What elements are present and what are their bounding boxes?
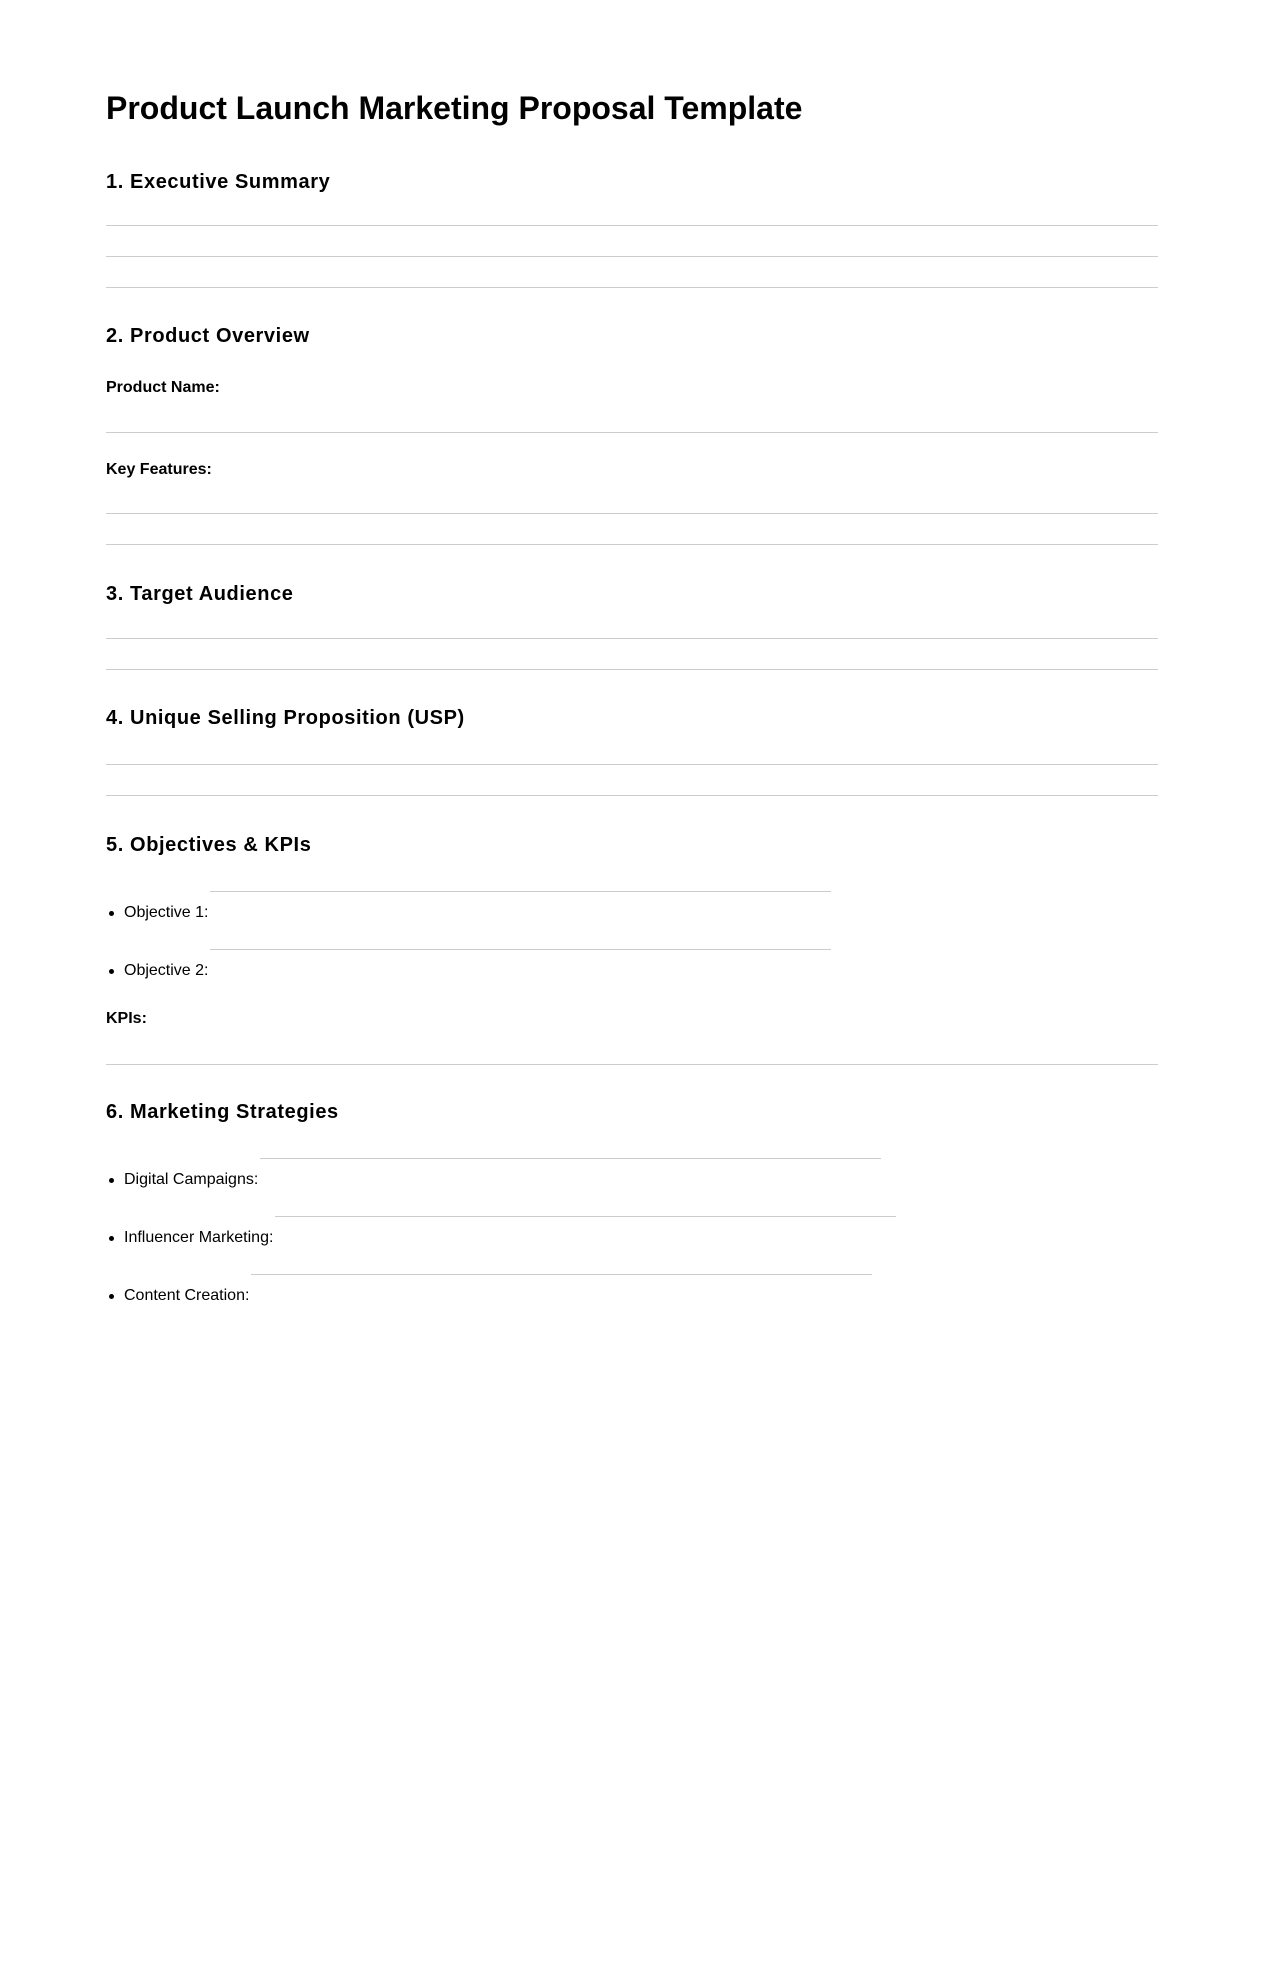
content-creation-label: Content Creation: [124, 1287, 250, 1304]
usp-input-line-1[interactable] [106, 764, 1158, 765]
digital-campaigns-input[interactable] [260, 1158, 881, 1173]
content-creation-input[interactable] [251, 1274, 872, 1289]
kpis-label: KPIs: [106, 1010, 147, 1027]
influencer-marketing-input[interactable] [275, 1216, 896, 1231]
kpis-input-line[interactable] [106, 1064, 1158, 1065]
key-features-label: Key Features: [106, 461, 212, 478]
objective-2-label: Objective 2: [124, 962, 209, 979]
digital-campaigns-label: Digital Campaigns: [124, 1171, 259, 1188]
objective-1-input[interactable] [210, 891, 831, 906]
target-audience-input-line-2[interactable] [106, 669, 1158, 670]
influencer-marketing-label: Influencer Marketing: [124, 1229, 274, 1246]
objective-2-item [106, 961, 831, 981]
key-features-input-line-1[interactable] [106, 513, 1158, 514]
objective-1-item [106, 903, 831, 923]
target-audience-input-line-1[interactable] [106, 638, 1158, 639]
key-features-input-line-2[interactable] [106, 544, 1158, 545]
section-heading-target-audience: 3. Target Audience [106, 583, 294, 605]
usp-input-line-2[interactable] [106, 795, 1158, 796]
digital-campaigns-item [106, 1170, 881, 1190]
executive-summary-input-line-2[interactable] [106, 256, 1158, 257]
executive-summary-input-line-3[interactable] [106, 287, 1158, 288]
product-name-label: Product Name: [106, 379, 220, 396]
content-creation-item [106, 1286, 872, 1306]
executive-summary-input-line-1[interactable] [106, 225, 1158, 226]
section-heading-usp: 4. Unique Selling Proposition (USP) [106, 707, 465, 729]
objective-1-label: Objective 1: [124, 904, 209, 921]
section-heading-objectives-kpis: 5. Objectives & KPIs [106, 834, 312, 856]
page-title: Product Launch Marketing Proposal Template [106, 90, 803, 126]
section-heading-product-overview: 2. Product Overview [106, 325, 310, 347]
influencer-marketing-item [106, 1228, 896, 1248]
product-name-input-line[interactable] [106, 432, 1158, 433]
objective-2-input[interactable] [210, 949, 831, 964]
section-heading-marketing-strategies: 6. Marketing Strategies [106, 1101, 339, 1123]
section-heading-executive-summary: 1. Executive Summary [106, 171, 331, 193]
